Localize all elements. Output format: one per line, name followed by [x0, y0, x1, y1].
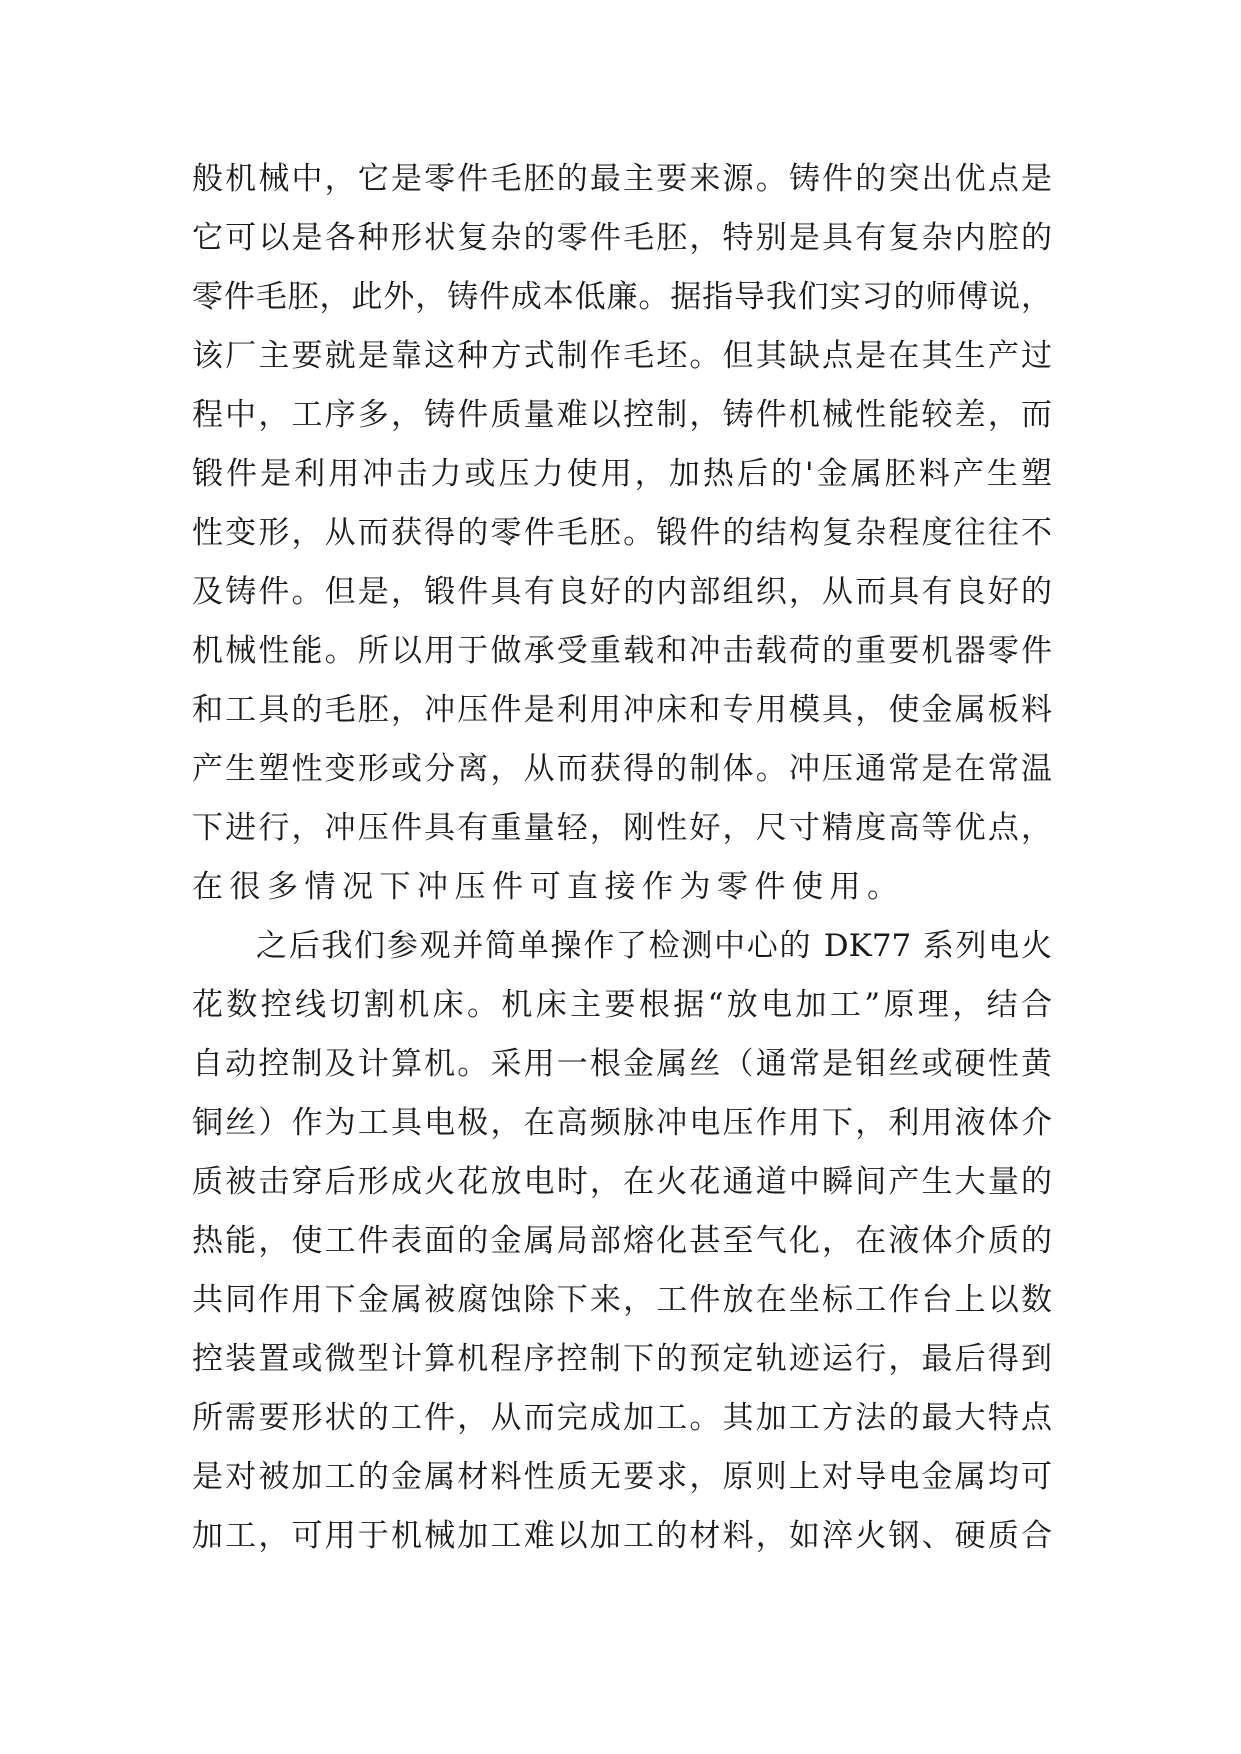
text-line: 花数控线切割机床。机床主要根据“放电加工”原理，结合 — [192, 987, 1052, 1023]
text-line: 般机械中，它是零件毛胚的最主要来源。铸件的突出优点是 — [192, 161, 1052, 197]
text-line: 在很多情况下冲压件可直接作为零件使用。 — [192, 869, 905, 905]
text-line: 是对被加工的金属材料性质无要求，原则上对导电金属均可 — [192, 1459, 1052, 1495]
paragraph-first-line: 之后我们参观并简单操作了检测中心的 DK77 系列电火 — [256, 928, 1052, 964]
text-line: 锻件是利用冲击力或压力使用，加热后的'金属胚料产生塑 — [192, 456, 1052, 492]
text-line: 控装置或微型计算机程序控制下的预定轨迹运行，最后得到 — [192, 1341, 1052, 1377]
text-line: 零件毛胚，此外，铸件成本低廉。据指导我们实习的师傅说， — [192, 279, 1052, 315]
text-line: 铜丝）作为工具电极，在高频脉冲电压作用下，利用液体介 — [192, 1105, 1052, 1141]
text-line: 性变形，从而获得的零件毛胚。锻件的结构复杂程度往往不 — [192, 515, 1052, 551]
text-line: 热能，使工件表面的金属局部熔化甚至气化，在液体介质的 — [192, 1223, 1052, 1259]
text-line: 它可以是各种形状复杂的零件毛胚，特别是具有复杂内腔的 — [192, 220, 1052, 256]
text-line: 自动控制及计算机。采用一根金属丝（通常是钼丝或硬性黄 — [192, 1046, 1052, 1082]
text-line: 该厂主要就是靠这种方式制作毛坯。但其缺点是在其生产过 — [192, 338, 1052, 374]
text-line: 质被击穿后形成火花放电时，在火花通道中瞬间产生大量的 — [192, 1164, 1052, 1200]
text-line: 所需要形状的工件，从而完成加工。其加工方法的最大特点 — [192, 1400, 1052, 1436]
text-line: 和工具的毛胚，冲压件是利用冲床和专用模具，使金属板料 — [192, 692, 1052, 728]
text-line: 机械性能。所以用于做承受重载和冲击载荷的重要机器零件 — [192, 633, 1052, 669]
text-line: 产生塑性变形或分离，从而获得的制体。冲压通常是在常温 — [192, 751, 1052, 787]
text-line: 程中，工序多，铸件质量难以控制，铸件机械性能较差，而 — [192, 397, 1052, 433]
text-line: 及铸件。但是，锻件具有良好的内部组织，从而具有良好的 — [192, 574, 1052, 610]
text-line: 下进行，冲压件具有重量轻，刚性好，尺寸精度高等优点， — [192, 810, 1052, 846]
text-line: 加工，可用于机械加工难以加工的材料，如淬火钢、硬质合 — [192, 1518, 1052, 1554]
text-line: 共同作用下金属被腐蚀除下来，工件放在坐标工作台上以数 — [192, 1282, 1052, 1318]
